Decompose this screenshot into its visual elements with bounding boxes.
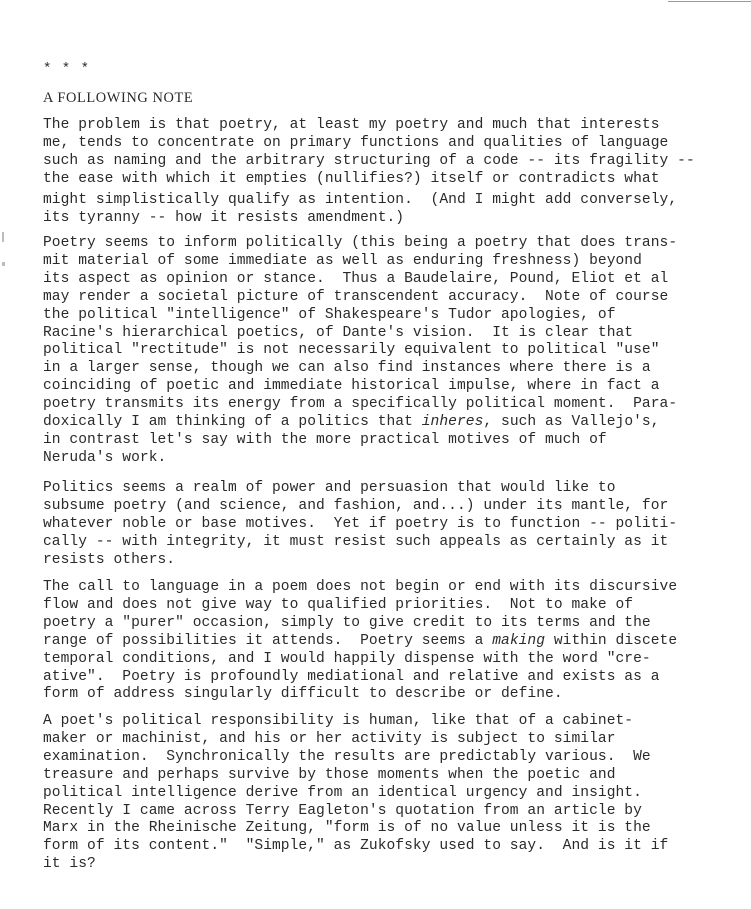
text-line: Recently I came across Terry Eagleton's quotation from an article by bbox=[43, 802, 642, 819]
text-line: political "rectitude" is not necessarily equivalent to political "use" bbox=[43, 342, 660, 359]
text-line: coinciding of poetic and immediate historical impulse, where in fact a bbox=[43, 378, 660, 395]
margin-mark bbox=[2, 232, 4, 242]
emphasized-word: inheres bbox=[421, 414, 484, 431]
paragraph-4 bbox=[43, 579, 743, 704]
text-line: in a larger sense, though we can also find instances where there is a bbox=[43, 360, 651, 377]
text-line: temporal conditions, and I would happily dispense with the word "cre- bbox=[43, 650, 651, 667]
paragraph-5 bbox=[43, 713, 743, 874]
emphasized-word: making bbox=[492, 632, 546, 649]
text-line: doxically I am thinking of a politics that inheres, such as Vallejo's, bbox=[43, 414, 660, 431]
text-line: the political "intelligence" of Shakespeare's Tudor apologies, of bbox=[43, 306, 616, 323]
margin-mark bbox=[2, 262, 5, 266]
text-line: may render a societal picture of transcendent accuracy. Note of course bbox=[43, 288, 669, 305]
text-line: political intelligence derive from an identical urgency and insight. bbox=[43, 784, 642, 801]
text-line: examination. Synchronically the results are predictably various. We bbox=[43, 748, 651, 765]
section-ornament: * * * bbox=[43, 61, 91, 77]
text-line: Poetry seems to inform politically (this being a poetry that does trans- bbox=[43, 235, 678, 251]
text-line: me, tends to concentrate on primary functions and qualities of language bbox=[43, 134, 669, 151]
text-line: it is? bbox=[43, 856, 96, 873]
text-line: treasure and perhaps survive by those moments when the poetic and bbox=[43, 766, 616, 783]
note-heading: A FOLLOWING NOTE bbox=[43, 90, 194, 106]
text-line: A poet's political responsibility is human, like that of a cabinet- bbox=[43, 713, 634, 729]
text-line: Neruda's work. bbox=[43, 449, 167, 466]
text-line: range of possibilities it attends. Poetry seems a making within discete bbox=[43, 632, 678, 649]
text-line: whatever noble or base motives. Yet if poetry is to function -- politi- bbox=[43, 515, 678, 532]
text-line: The problem is that poetry, at least my poetry and much that interests bbox=[43, 117, 660, 133]
text-line: the ease with which it empties (nullifies?) itself or contradicts what bbox=[43, 170, 660, 187]
text-line: form of address singularly difficult to describe or define. bbox=[43, 686, 563, 703]
text-line: poetry a "purer" occasion, simply to give credit to its terms and the bbox=[43, 614, 651, 631]
paragraph-2 bbox=[43, 235, 743, 468]
text-line: ative". Poetry is profoundly mediational and relative and exists as a bbox=[43, 668, 660, 685]
text-line: in contrast let's say with the more practical motives of much of bbox=[43, 431, 607, 448]
text-line: maker or machinist, and his or her activity is subject to similar bbox=[43, 730, 616, 747]
text-line: Racine's hierarchical poetics, of Dante's vision. It is clear that bbox=[43, 324, 634, 341]
top-edge-rule bbox=[668, 1, 751, 2]
text-line: poetry transmits its energy from a specifically political moment. Para- bbox=[43, 396, 678, 413]
text-line: its tyranny -- how it resists amendment.) bbox=[43, 209, 405, 226]
text-line: might simplistically qualify as intention. (And I might add conversely, bbox=[43, 191, 678, 208]
text-line: The call to language in a poem does not begin or end with its discursive bbox=[43, 579, 678, 595]
text-line: subsume poetry (and science, and fashion, and...) under its mantle, for bbox=[43, 497, 669, 514]
text-line: flow and does not give way to qualified priorities. Not to make of bbox=[43, 596, 634, 613]
text-line: its aspect as opinion or stance. Thus a Baudelaire, Pound, Eliot et al bbox=[43, 270, 669, 287]
paragraph-3 bbox=[43, 480, 743, 570]
text-line: cally -- with integrity, it must resist such appeals as certainly as it bbox=[43, 533, 669, 550]
text-line: Politics seems a realm of power and persuasion that would like to bbox=[43, 480, 616, 496]
text-line: form of its content." "Simple," as Zukofsky used to say. And is it if bbox=[43, 838, 669, 855]
paragraph-1 bbox=[43, 117, 743, 227]
text-line: Marx in the Rheinische Zeitung, "form is of no value unless it is the bbox=[43, 820, 651, 837]
text-line: resists others. bbox=[43, 551, 176, 568]
text-line: such as naming and the arbitrary structuring of a code -- its fragility -- bbox=[43, 152, 695, 169]
text-line: mit material of some immediate as well as enduring freshness) beyond bbox=[43, 252, 642, 269]
